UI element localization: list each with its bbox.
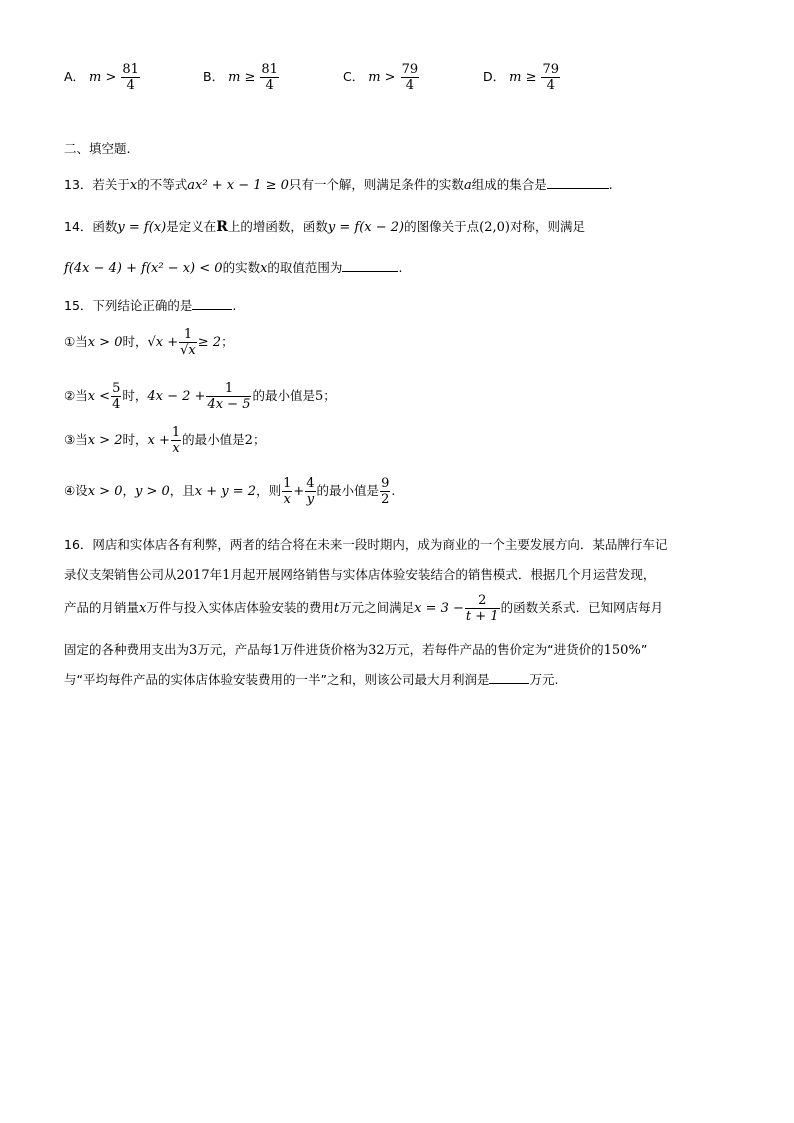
text: 产品的月销量 xyxy=(64,600,140,615)
question-16-line4 xyxy=(64,640,647,658)
fraction-numerator: 79 xyxy=(401,62,419,77)
text: 万件与投入实体店体验安装的费用 xyxy=(146,600,334,615)
math: (2,0) xyxy=(479,220,510,235)
fraction-numerator: 2 xyxy=(465,593,500,609)
option-letter: B． xyxy=(203,69,225,84)
text: 的实数 xyxy=(222,260,261,275)
option-relation: m > xyxy=(89,70,117,85)
text: 的取值范围为 xyxy=(267,260,343,275)
fraction-numerator: 1 xyxy=(283,476,292,491)
text: ； xyxy=(252,432,266,447)
fraction xyxy=(260,62,279,93)
text: . xyxy=(608,177,613,192)
text: ④设 xyxy=(64,483,88,498)
math: 32 xyxy=(368,643,385,658)
text: ，则 xyxy=(256,483,282,498)
text: 组成的集合是 xyxy=(471,177,547,192)
math: x xyxy=(129,178,138,193)
text: 的图像关于点 xyxy=(404,219,480,234)
math-inequality: ax² + x − 1 ≥ 0 xyxy=(187,178,289,193)
text: 若关于 xyxy=(92,177,130,192)
math: y = f(x − 2) xyxy=(327,220,405,235)
text: 网店和实体店各有利弊，两者的结合将在未来一段时期内，成为商业的一个主要发展方向．某品牌行车记 xyxy=(92,537,668,552)
math: x xyxy=(139,601,147,616)
math: x xyxy=(260,261,268,276)
fraction xyxy=(282,476,292,507)
fraction-denominator: 4 xyxy=(126,78,135,93)
text: 下列结论正确的是 xyxy=(92,298,193,313)
fraction xyxy=(541,62,560,93)
answer-blank[interactable] xyxy=(547,176,609,189)
fraction xyxy=(171,425,181,456)
fraction-numerator: 79 xyxy=(542,62,560,77)
text: 时， xyxy=(122,388,148,403)
option-a xyxy=(64,62,141,93)
fraction-denominator: 4 xyxy=(546,78,555,93)
text: 月起开展网络销售与实体店体验安装结合的销售模式．根据几个月运营发现， xyxy=(230,567,656,582)
math: 4x − 2 + xyxy=(147,389,206,404)
math: 3 xyxy=(189,643,198,658)
text: 万元，产品每 xyxy=(197,642,273,657)
text: 上的增函数，函数 xyxy=(227,219,328,234)
math-inequality: f(4x − 4) + f(x² − x) < 0 xyxy=(64,261,223,276)
question-number: 16． xyxy=(64,537,93,552)
math: 1 xyxy=(222,568,231,583)
math: 2017 xyxy=(176,568,210,583)
math: x + xyxy=(147,433,170,448)
text: 的函数关系式．已知网店每月 xyxy=(500,600,664,615)
question-16 xyxy=(64,535,667,553)
text: 万件进货价格为 xyxy=(280,642,369,657)
option-c xyxy=(343,62,420,93)
math: x > 0 xyxy=(87,484,123,499)
text: 只有一个解，则满足条件的实数 xyxy=(288,177,464,192)
fraction-denominator: 4x − 5 xyxy=(207,397,251,412)
fraction-numerator: 9 xyxy=(381,476,390,491)
question-14-line2 xyxy=(64,258,402,276)
math: x > 2 xyxy=(87,433,123,448)
question-16-line3 xyxy=(64,593,663,624)
fraction-numerator: 1 xyxy=(206,381,251,397)
text: 录仪支架销售公司从 xyxy=(64,567,177,582)
text: 是定义在 xyxy=(166,219,217,234)
math-set: R xyxy=(216,219,228,235)
answer-blank[interactable] xyxy=(192,297,232,310)
option-letter: D． xyxy=(483,69,506,84)
question-number: 15． xyxy=(64,298,93,313)
fraction-denominator: 4 xyxy=(405,78,414,93)
option-d xyxy=(483,62,561,93)
fraction-numerator: 5 xyxy=(112,381,121,396)
math: √x + xyxy=(147,335,179,350)
math: x = 3 − xyxy=(414,601,464,616)
fraction xyxy=(111,381,121,412)
text: ③当 xyxy=(64,432,88,447)
section-heading: 二、填空题. xyxy=(64,141,131,156)
text: . xyxy=(398,260,403,275)
fraction xyxy=(179,327,197,358)
option-b xyxy=(203,62,280,93)
text: 万元之间满足 xyxy=(339,600,415,615)
fraction-numerator: 4 xyxy=(306,476,315,491)
text: 时， xyxy=(122,432,148,447)
fraction xyxy=(305,476,315,507)
math: 5 xyxy=(314,389,324,404)
text: ； xyxy=(221,334,234,349)
text: ，且 xyxy=(169,483,195,498)
math: y > 0 xyxy=(135,484,170,499)
question-14 xyxy=(64,217,585,235)
fraction-denominator: t + 1 xyxy=(465,609,499,624)
text: ， xyxy=(122,483,135,498)
text: 的最小值是 xyxy=(252,388,315,403)
text: 万元，若每件产品的售价定为“进货价的 xyxy=(384,642,604,657)
text: 固定的各种费用支出为 xyxy=(64,642,190,657)
text: ” xyxy=(640,642,648,657)
statement-3 xyxy=(64,425,265,456)
text: 的最小值是 xyxy=(182,432,245,447)
statement-4 xyxy=(64,476,395,507)
math: x + y = 2 xyxy=(194,484,257,499)
question-number: 14． xyxy=(64,219,93,234)
text: 函数 xyxy=(92,219,118,234)
question-15 xyxy=(64,296,236,314)
math: a xyxy=(463,178,472,193)
fraction-denominator: x xyxy=(283,492,291,507)
text: 对称，则满足 xyxy=(509,219,585,234)
option-letter: A． xyxy=(64,69,86,84)
fraction-denominator: x xyxy=(172,441,180,456)
fraction-denominator: y xyxy=(306,492,315,507)
fraction-numerator: 81 xyxy=(261,62,278,77)
math: x < xyxy=(87,389,111,404)
math: ≥ 2 xyxy=(197,335,222,350)
fraction xyxy=(401,62,420,93)
question-16-line2 xyxy=(64,565,655,583)
option-relation: m ≥ xyxy=(509,70,537,85)
fraction-denominator: 2 xyxy=(381,492,390,507)
math: x > 0 xyxy=(87,335,123,350)
fraction-denominator: 4 xyxy=(265,78,274,93)
option-letter: C． xyxy=(343,69,365,84)
question-number: 13． xyxy=(64,177,93,192)
math: 150% xyxy=(603,643,641,658)
fraction xyxy=(121,62,140,93)
math: y = f(x) xyxy=(117,220,167,235)
fraction xyxy=(380,476,390,507)
math: 2 xyxy=(244,433,253,448)
question-16-line5 xyxy=(64,670,558,688)
answer-blank[interactable] xyxy=(489,671,529,684)
text: . xyxy=(232,298,237,313)
text: 年 xyxy=(209,567,223,582)
statement-1 xyxy=(64,327,234,358)
text: 的不等式 xyxy=(137,177,188,192)
math: 1 xyxy=(272,643,281,658)
fraction-numerator: 1 xyxy=(179,327,197,343)
option-relation: m ≥ xyxy=(228,70,256,85)
text: 与“平均每件产品的实体店体验安装费用的一半”之和，则该公司最大月利润是 xyxy=(64,672,490,687)
text: ②当 xyxy=(64,388,88,403)
fraction-numerator: 81 xyxy=(122,62,139,77)
option-relation: m > xyxy=(368,70,396,85)
math: t xyxy=(333,601,340,616)
text: ①当 xyxy=(64,334,88,349)
fraction-denominator: √x xyxy=(180,343,196,358)
statement-2 xyxy=(64,381,336,412)
question-13 xyxy=(64,175,613,193)
fraction xyxy=(465,593,500,624)
fraction xyxy=(206,381,251,412)
text: . xyxy=(391,483,396,498)
math: + xyxy=(293,484,305,499)
fraction-numerator: 1 xyxy=(171,425,181,440)
text: ； xyxy=(323,388,336,403)
text: 的最小值是 xyxy=(316,483,380,498)
fraction-denominator: 4 xyxy=(112,397,121,412)
text: 时， xyxy=(122,334,148,349)
answer-blank[interactable] xyxy=(342,259,398,272)
text: 万元. xyxy=(529,672,559,687)
